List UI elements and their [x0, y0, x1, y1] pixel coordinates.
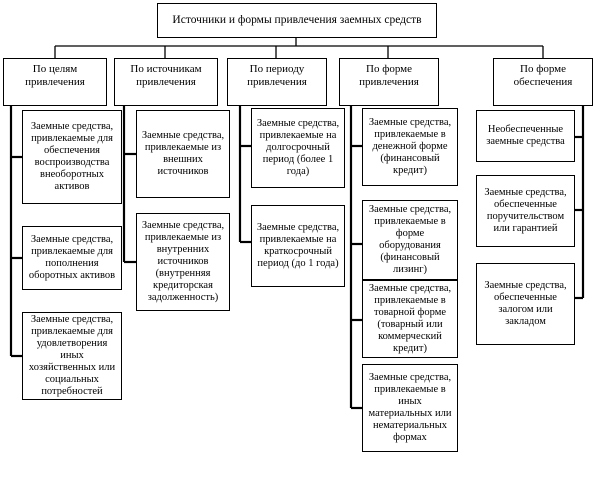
purpose-item-noncurrent-assets: Заемные средства, привлекаемые для обеспечения воспроизводства внеоборотных активов [22, 110, 122, 204]
purpose-item-other-needs: Заемные средства, привлекаемые для удовлетворения иных хозяйственных или социальных потребностей [22, 312, 122, 400]
form-item-equipment: Заемные средства, привлекаемые в форме оборудования (финансовый лизинг) [362, 200, 458, 280]
source-item-internal: Заемные средства, привлекаемые из внутренних источников (внутренняя кредиторская задолженность) [136, 213, 230, 311]
form-item-goods: Заемные средства, привлекаемые в товарной форме (товарный или коммерческий кредит) [362, 280, 458, 358]
header-by-security: По форме обеспечения [493, 58, 593, 106]
header-by-purpose: По целям привлечения [3, 58, 107, 106]
period-item-long-term: Заемные средства, привлекаемые на долгосрочный период (более 1 года) [251, 108, 345, 188]
header-by-period: По периоду привлечения [227, 58, 327, 106]
purpose-item-current-assets: Заемные средства, привлекаемые для пополнения оборотных активов [22, 226, 122, 290]
header-by-form: По форме привлечения [339, 58, 439, 106]
form-item-other: Заемные средства, привлекаемые в иных материальных или нематериальных формах [362, 364, 458, 452]
diagram-title: Источники и формы привлечения заемных средств [157, 3, 437, 38]
form-item-cash: Заемные средства, привлекаемые в денежной форме (финансовый кредит) [362, 108, 458, 186]
security-item-collateral: Заемные средства, обеспеченные залогом или закладом [476, 263, 575, 345]
security-item-unsecured: Необеспеченные заемные средства [476, 110, 575, 162]
security-item-guarantee: Заемные средства, обеспеченные поручительством или гарантией [476, 175, 575, 247]
header-by-source: По источникам привлечения [114, 58, 218, 106]
source-item-external: Заемные средства, привлекаемые из внешних источников [136, 110, 230, 198]
period-item-short-term: Заемные средства, привлекаемые на краткосрочный период (до 1 года) [251, 205, 345, 287]
